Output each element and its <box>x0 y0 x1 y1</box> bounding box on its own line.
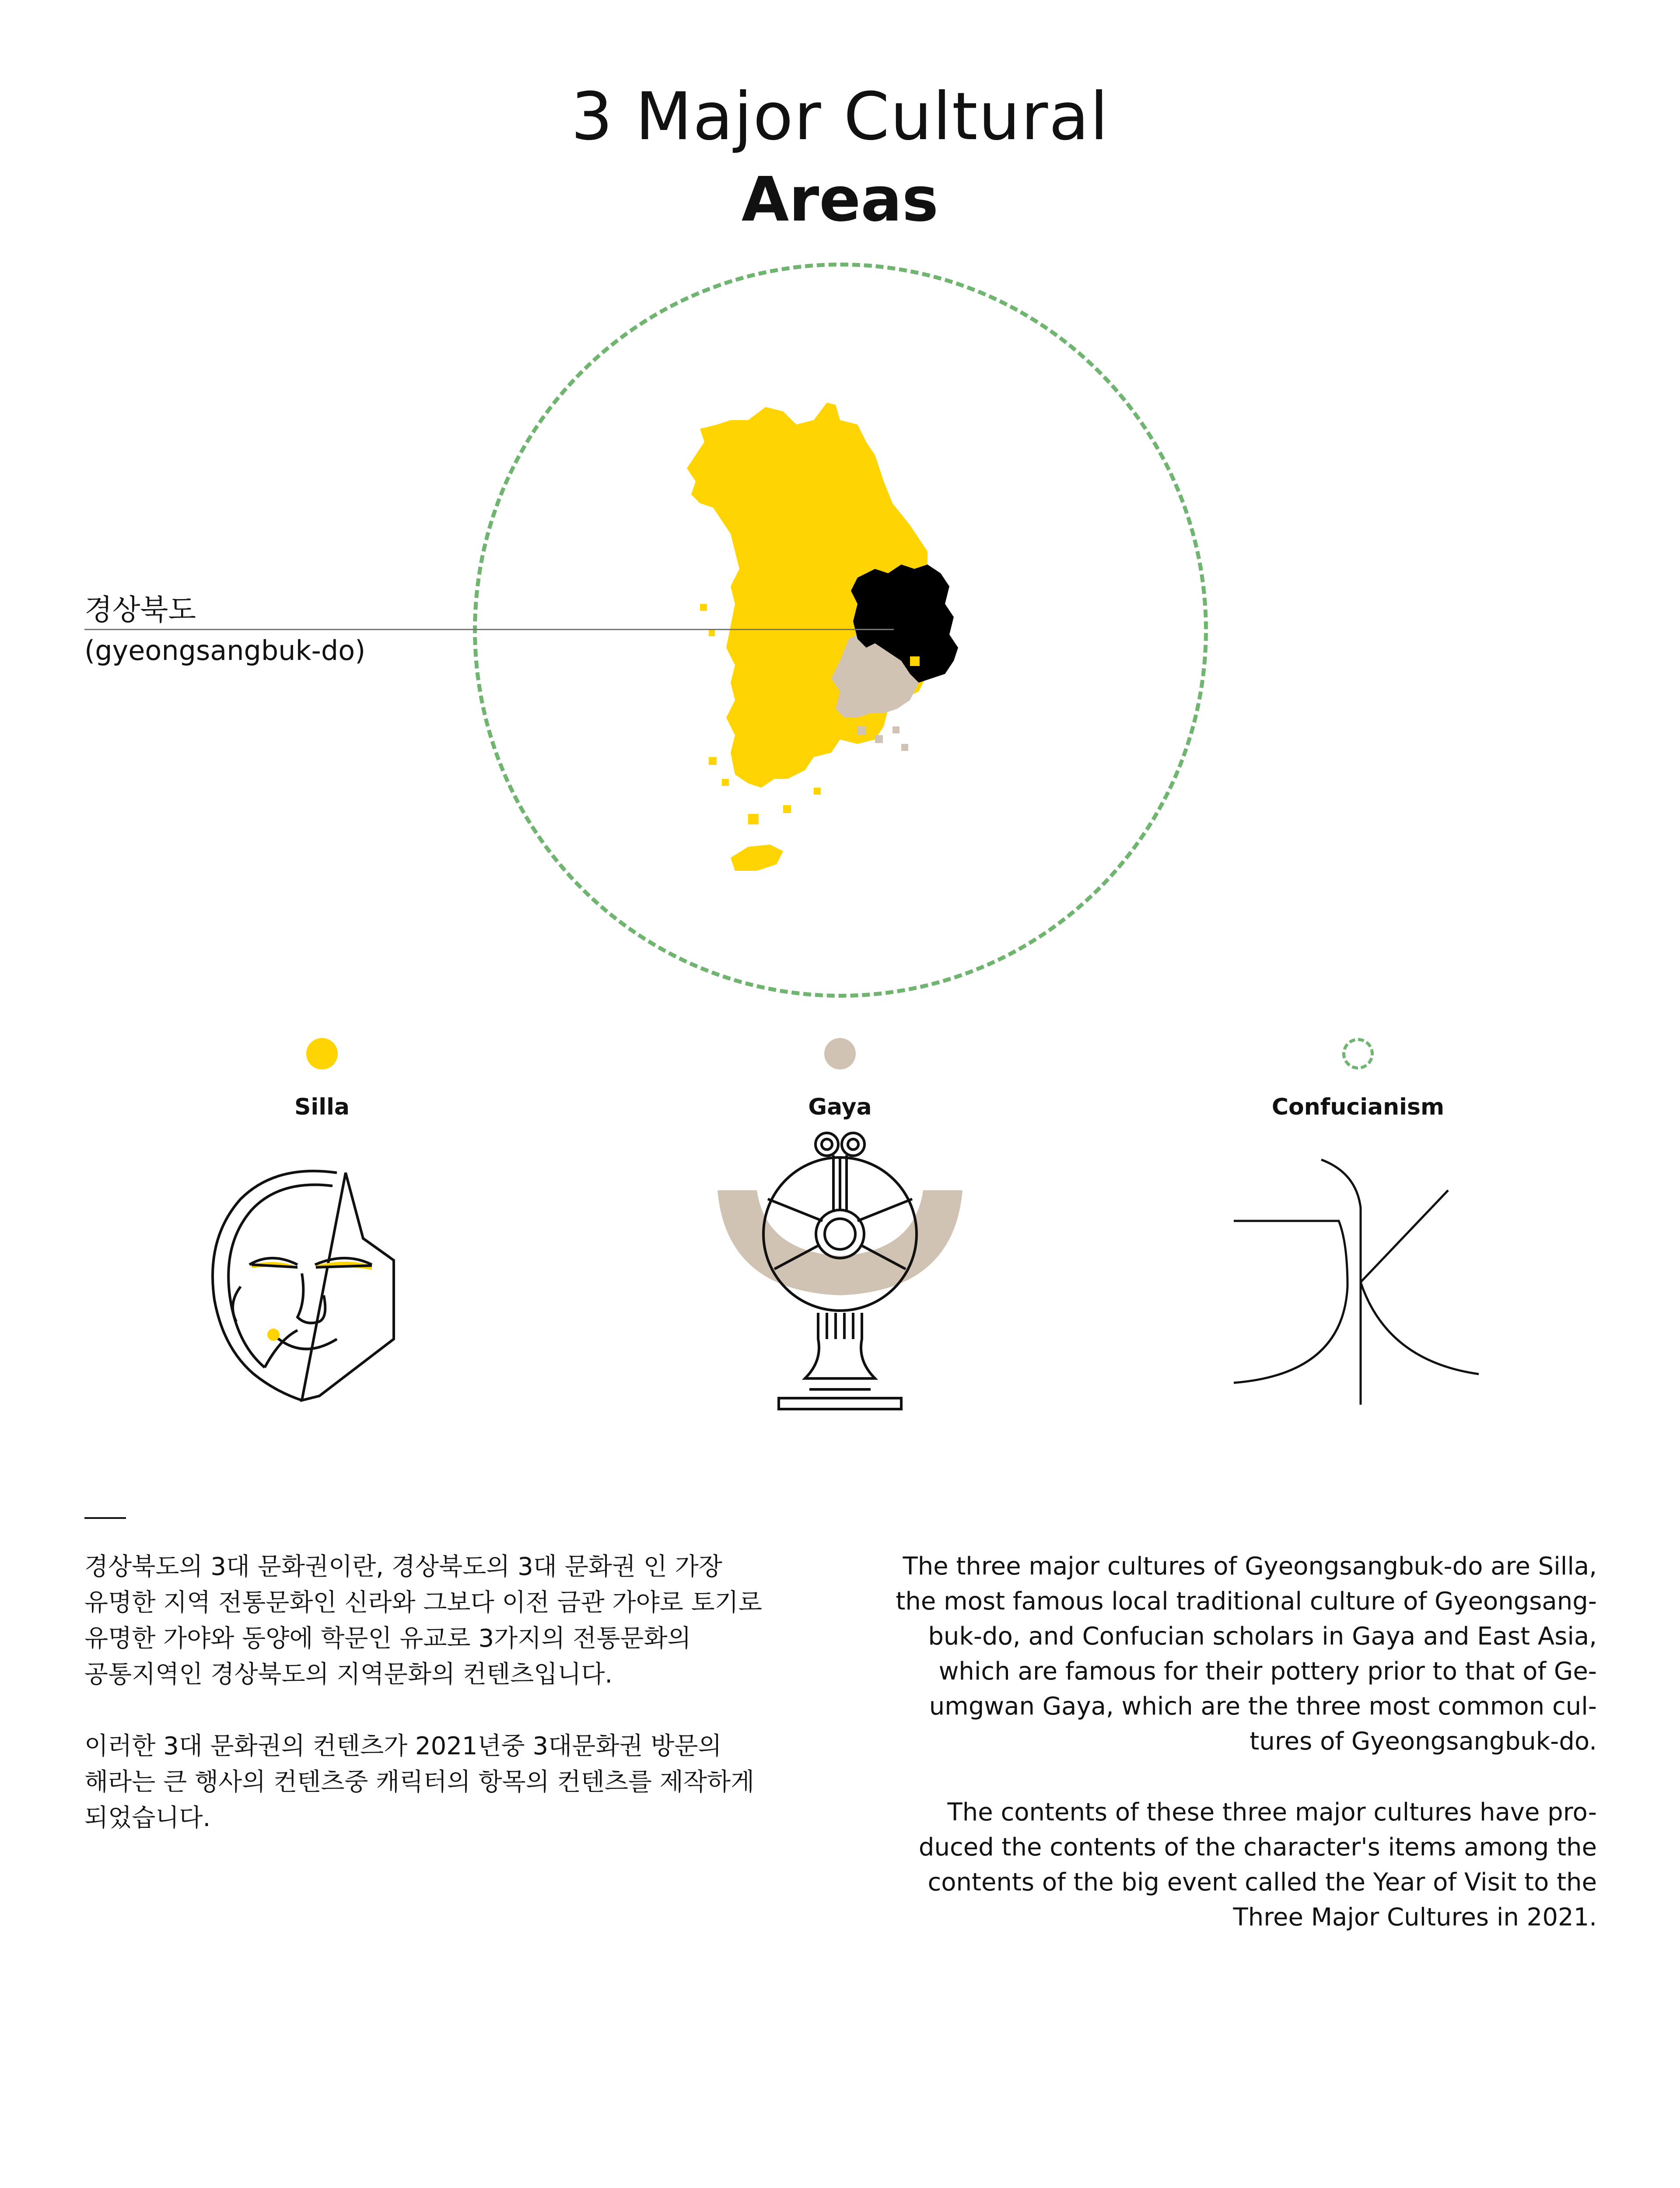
body-english <box>871 1549 1597 1971</box>
legend-label-silla: Silla <box>294 1094 350 1120</box>
page-title-line-2: Areas <box>741 164 939 235</box>
body-korean-paragraph-1: 경상북도의 3대 문화권이란, 경상북도의 3대 문화권 인 가장 유명한 지역 전통문화인 신라와 그보다 이전 금관 가야로 토기로 유명한 가야와 동양에 학문인 유교로 3가지의 전통문화의 공통지역인 경상북도의 지역문화의 컨텐츠입니다. <box>84 1553 762 1689</box>
confucianism-legend-dot <box>1342 1038 1374 1069</box>
legend-label-confucianism: Confucianism <box>1271 1094 1445 1120</box>
legend-label-gaya: Gaya <box>808 1094 872 1120</box>
gaya-legend-dot <box>824 1038 856 1069</box>
body-english-paragraph-2: The contents of these three major cultures have pro- duced the contents of the character's items among the contents of the big event called the Year of Visit to the Three Major Cultures in 2021. <box>918 1798 1597 1932</box>
page-title-line-1: 3 Major Cultural <box>571 79 1109 155</box>
body-english-paragraph-1: The three major cultures of Gyeongsangbuk-do are Silla, the most famous local traditional culture of Gyeongsang- buk-do, and Confucian scholars in Gaya and East Asia, which are famous for their pottery prior to that of Ge- umgwan Gaya, which are the three most common cul- tures of Gyeongsangbuk-do. <box>896 1552 1597 1756</box>
callout-leader-line <box>84 629 894 630</box>
section-divider <box>84 1517 126 1519</box>
silla-legend-dot <box>306 1038 338 1069</box>
confucian-brush-glyph-icon <box>1234 1155 1488 1409</box>
callout-korean-label: 경상북도 <box>84 593 196 627</box>
callout-romanized-label: (gyeongsangbuk-do) <box>84 635 366 666</box>
korea-map <box>682 394 1006 884</box>
body-korean <box>84 1549 806 1872</box>
body-korean-paragraph-2: 이러한 3대 문화권의 컨텐츠가 2021년중 3대문화권 방문의 해라는 큰 행사의 컨텐츠중 캐릭터의 항목의 컨텐츠를 제작하게 되었습니다. <box>84 1732 755 1832</box>
jeju-island <box>731 845 783 871</box>
silla-mask-icon <box>188 1155 407 1418</box>
gaya-crown-stand-icon <box>718 1155 962 1418</box>
